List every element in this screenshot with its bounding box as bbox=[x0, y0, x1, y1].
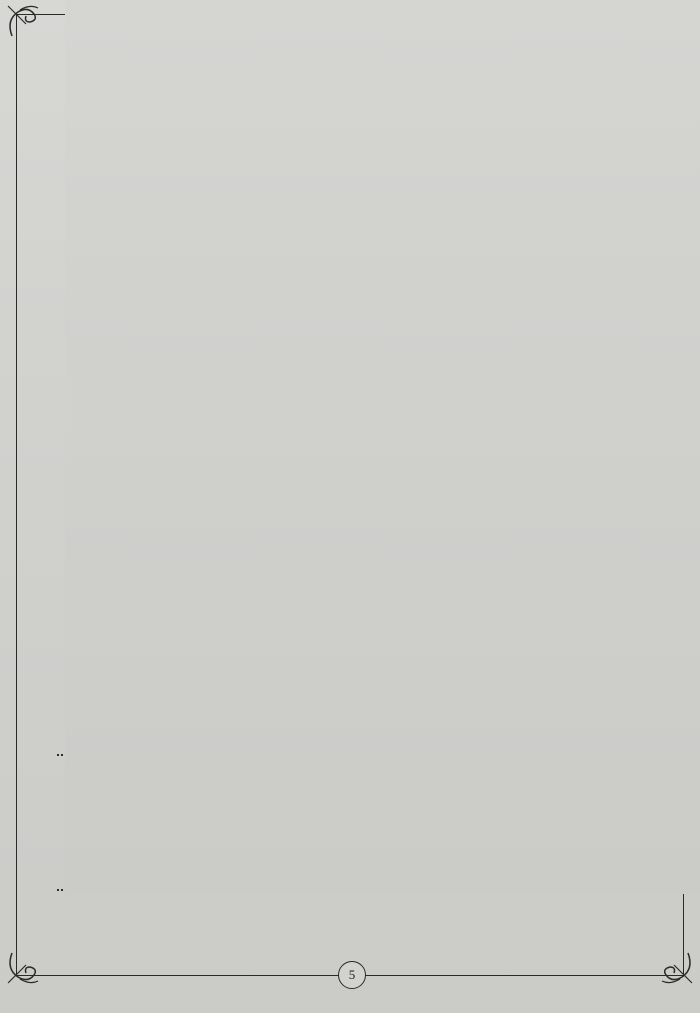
corner-ornament-icon bbox=[4, 947, 44, 987]
corner-ornament-icon bbox=[4, 2, 44, 42]
dot-leader bbox=[57, 754, 63, 756]
section-page bbox=[65, 0, 700, 894]
toc-section-heading[interactable] bbox=[55, 866, 636, 894]
dot-leader bbox=[57, 889, 63, 891]
table-of-contents bbox=[67, 60, 644, 894]
corner-ornament-icon bbox=[656, 947, 696, 987]
page-number: 5 bbox=[348, 967, 356, 982]
page-number-badge bbox=[338, 961, 366, 989]
